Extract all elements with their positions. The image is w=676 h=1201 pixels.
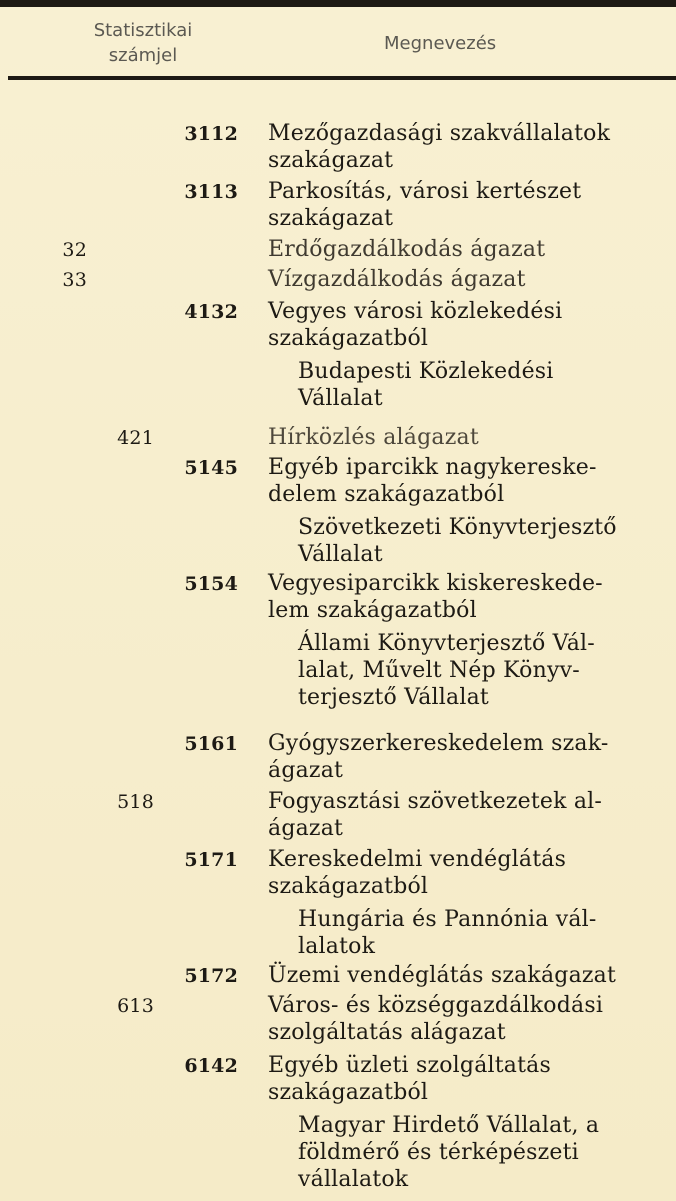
entry-line: Egyéb iparcikk nagykereske- <box>268 455 597 480</box>
entry-line: szakágazatból <box>268 874 429 899</box>
code-5161: 5161 <box>184 733 238 755</box>
entry-line: ágazat <box>268 816 344 841</box>
entry-text <box>268 846 673 900</box>
entry-subtext <box>298 1112 673 1193</box>
code-5172: 5172 <box>184 965 238 987</box>
entry-line: szakágazat <box>268 148 394 173</box>
code-header-line-1: Statisztikai <box>93 20 193 41</box>
name-column-header: Megnevezés <box>384 33 497 54</box>
entry-text <box>268 178 673 232</box>
entry-subtext <box>298 630 673 711</box>
entry-subline: lalatok <box>298 934 376 959</box>
entry-text <box>268 120 673 174</box>
code-4132: 4132 <box>184 301 238 323</box>
entry-line: Kereskedelmi vendéglátás <box>268 847 567 872</box>
entry-text <box>268 454 673 508</box>
entry-subtext <box>298 514 673 568</box>
entry-text <box>268 788 673 842</box>
entry-subline: terjesztő Vállalat <box>298 685 489 710</box>
code-header-line-2: számjel <box>108 45 178 66</box>
entry-subline: Vállalat <box>298 542 383 567</box>
entry-subline: Szövetkezeti Könyvterjesztő <box>298 515 617 540</box>
header-rule <box>8 76 676 80</box>
entry-line: Egyéb üzleti szolgáltatás <box>268 1053 551 1078</box>
entry-subtext <box>298 906 673 960</box>
code-421: 421 <box>117 427 154 449</box>
entry-subline: Magyar Hirdető Vállalat, a <box>298 1113 600 1138</box>
entry-text <box>268 962 673 989</box>
code-32: 32 <box>62 239 87 261</box>
code-5145: 5145 <box>184 457 238 479</box>
entry-line: Város- és községgazdálkodási <box>268 993 604 1018</box>
code-column-header <box>58 18 228 68</box>
code-3113: 3113 <box>184 181 238 203</box>
code-5154: 5154 <box>184 573 238 595</box>
entry-subtext <box>298 358 673 412</box>
entry-text <box>268 570 673 624</box>
top-rule <box>0 0 676 7</box>
code-33: 33 <box>62 269 87 291</box>
entry-line: Erdőgazdálkodás ágazat <box>268 237 546 262</box>
entry-line: Vízgazdálkodás ágazat <box>268 267 526 292</box>
entry-subline: földmérő és térképészeti <box>298 1140 579 1165</box>
entry-text <box>268 298 673 352</box>
entry-line: Mezőgazdasági szakvállalatok <box>268 121 611 146</box>
entry-subline: lalat, Művelt Nép Könyv- <box>298 658 580 683</box>
entry-subline: Állami Könyvterjesztő Vál- <box>298 631 595 656</box>
code-3112: 3112 <box>184 123 238 145</box>
entry-line: szakágazat <box>268 206 394 231</box>
entry-line: Gyógyszerkereskedelem szak- <box>268 731 609 756</box>
entry-line: delem szakágazatból <box>268 482 505 507</box>
entry-text <box>268 992 673 1046</box>
entry-text <box>268 730 673 784</box>
entry-line: ágazat <box>268 758 344 783</box>
entry-line: Vegyes városi közlekedési <box>268 299 563 324</box>
entry-line: lem szakágazatból <box>268 598 477 623</box>
entry-subline: Vállalat <box>298 386 383 411</box>
entry-line: szolgáltatás alágazat <box>268 1020 506 1045</box>
entry-subline: Hungária és Pannónia vál- <box>298 907 597 932</box>
entry-subline: Budapesti Közlekedési <box>298 359 554 384</box>
entry-line: Üzemi vendéglátás szakágazat <box>268 963 617 988</box>
entry-text <box>268 266 673 293</box>
entry-line: Parkosítás, városi kertészet <box>268 179 582 204</box>
entry-text <box>268 236 673 263</box>
entry-line: szakágazatból <box>268 326 429 351</box>
code-518: 518 <box>117 791 154 813</box>
entry-line: szakágazatból <box>268 1080 429 1105</box>
entry-text <box>268 1052 673 1106</box>
entry-line: Vegyesiparcikk kiskereskede- <box>268 571 603 596</box>
code-6142: 6142 <box>184 1055 238 1077</box>
entry-subline: vállalatok <box>298 1167 409 1192</box>
entry-line: Hírközlés alágazat <box>268 425 479 450</box>
code-5171: 5171 <box>184 849 238 871</box>
entry-line: Fogyasztási szövetkezetek al- <box>268 789 603 814</box>
code-613: 613 <box>117 995 154 1017</box>
entry-text <box>268 424 673 451</box>
